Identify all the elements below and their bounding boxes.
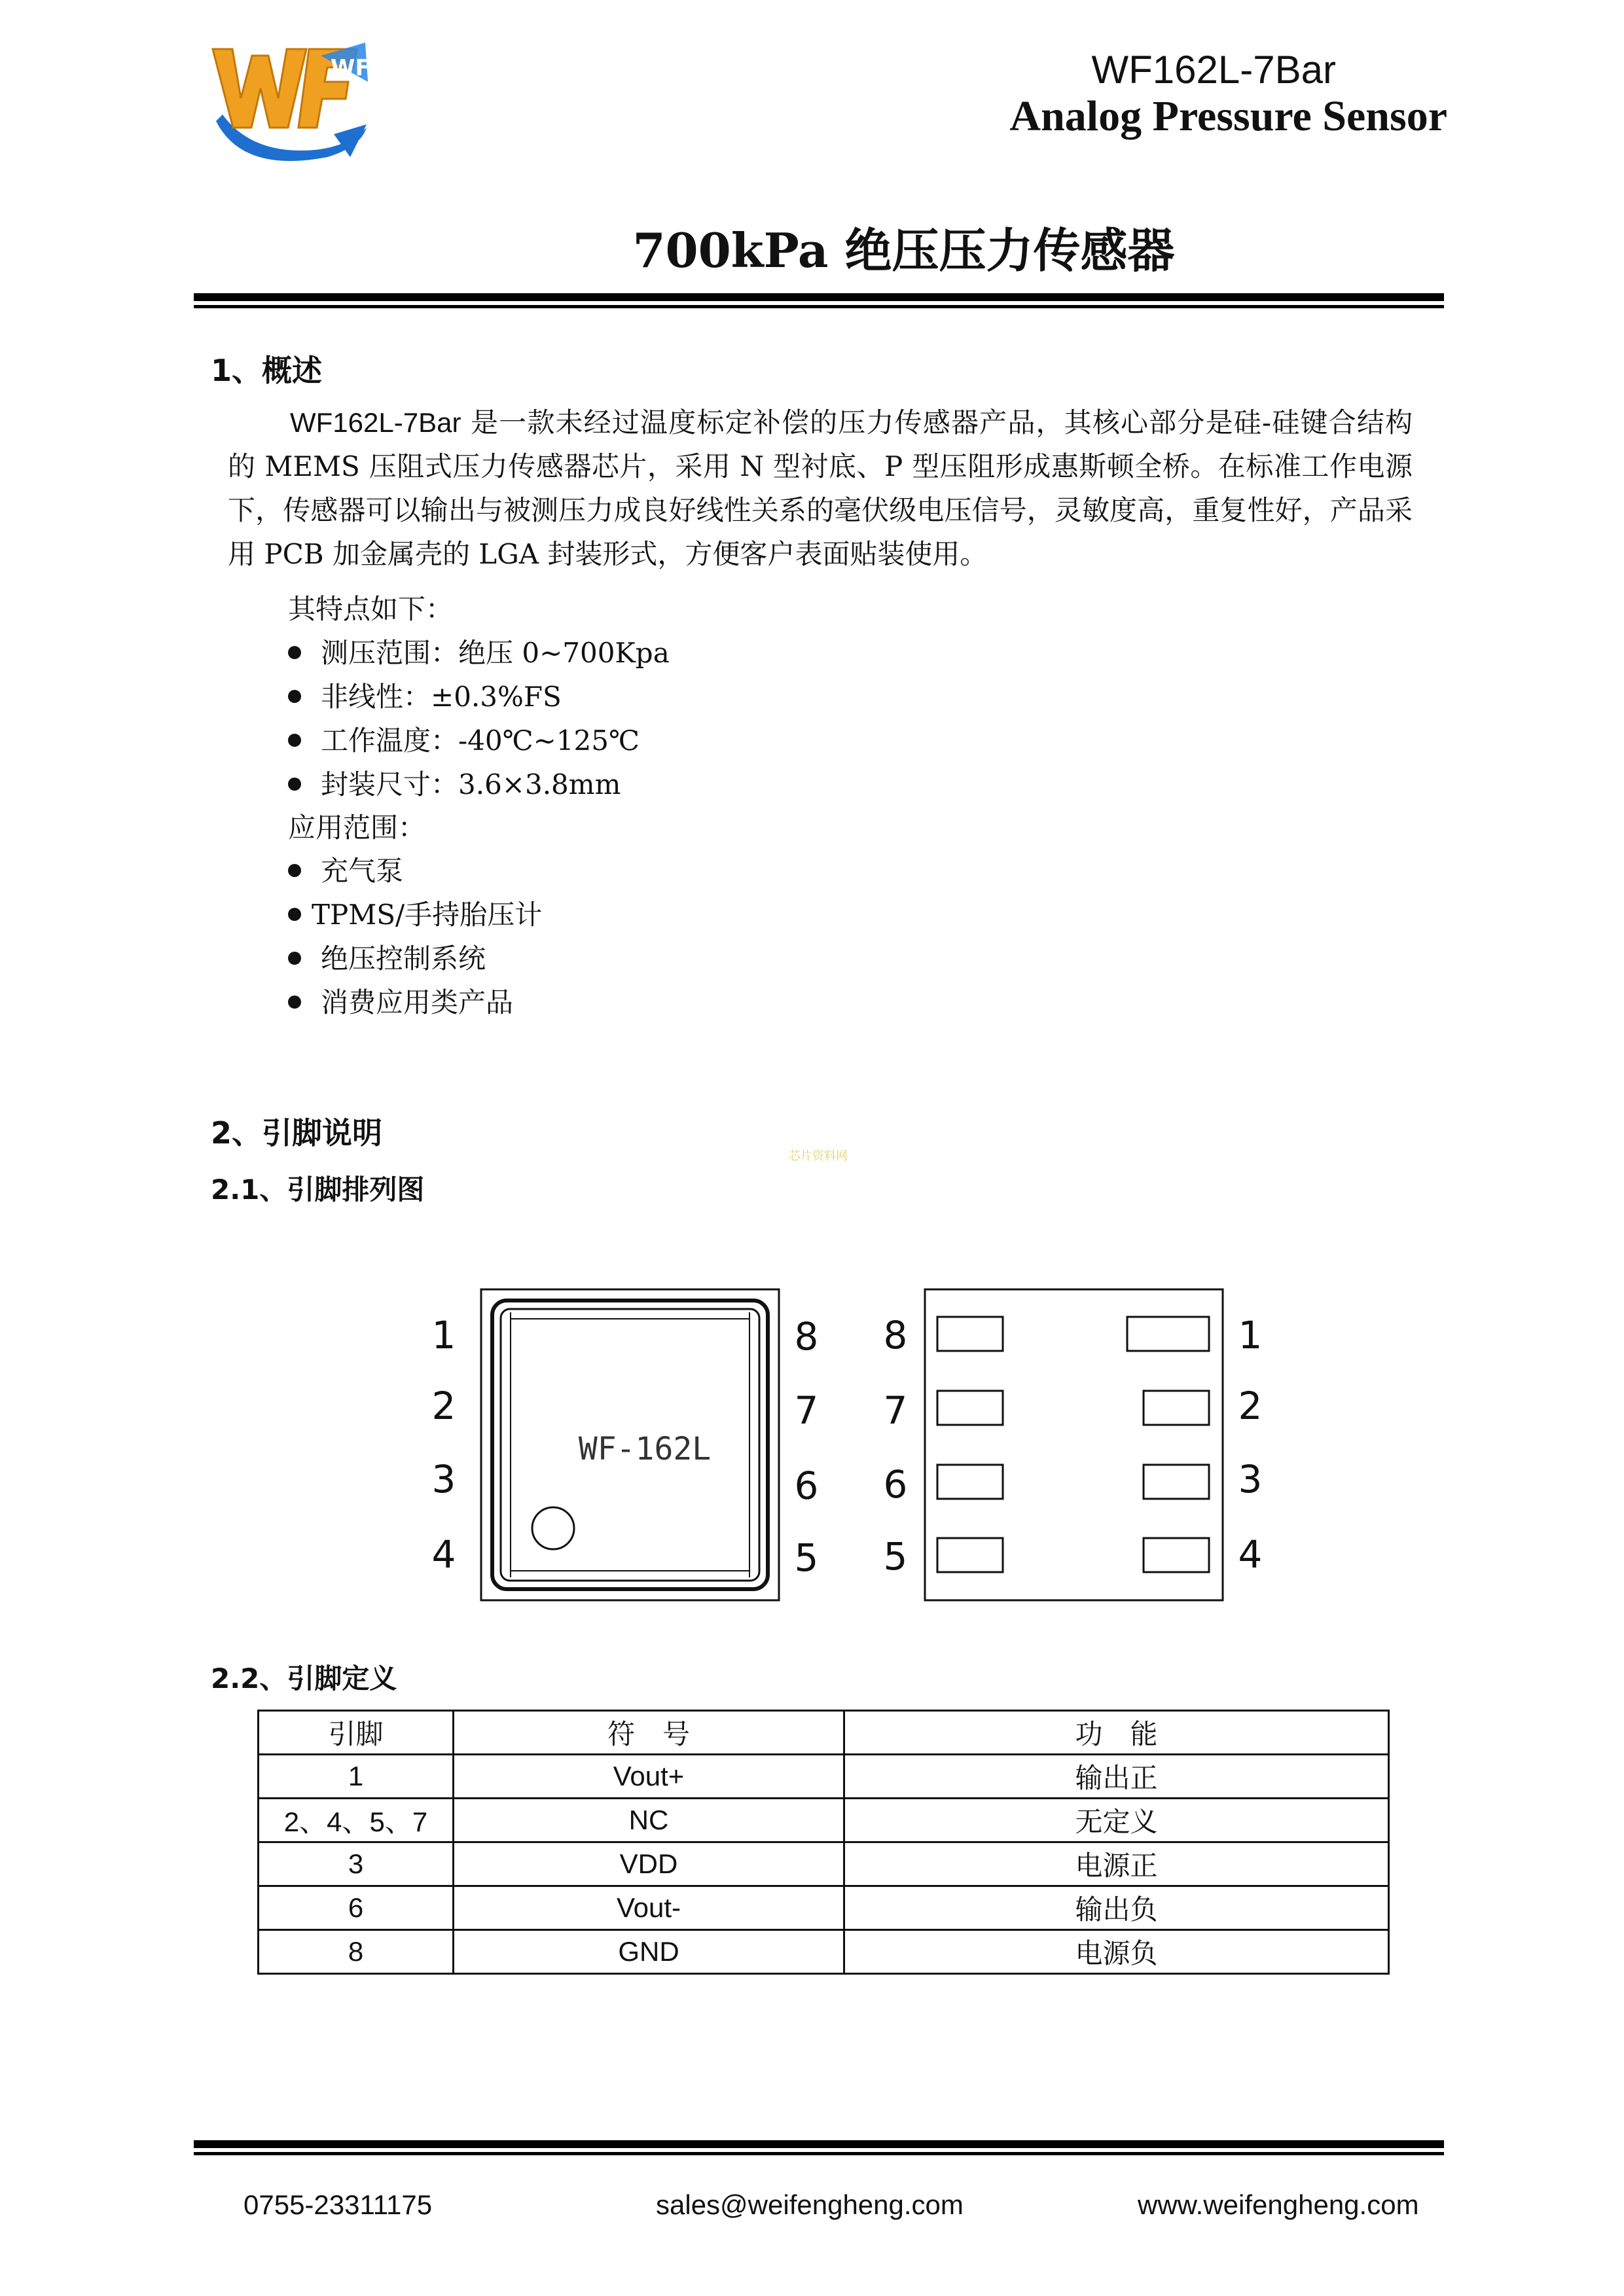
- table-cell: Vout-: [454, 1886, 844, 1930]
- watermark: 芯片资料网: [789, 1149, 848, 1163]
- pin-label: 1: [431, 1313, 456, 1357]
- company-logo: [203, 36, 373, 167]
- pin-label: 4: [431, 1532, 456, 1577]
- table-cell: 无定义: [844, 1799, 1389, 1842]
- table-cell: 输出负: [844, 1886, 1389, 1930]
- table-cell: 8: [259, 1930, 454, 1974]
- bullet-icon: [288, 952, 301, 965]
- table-row: [259, 1842, 1389, 1886]
- bullet-icon: [288, 734, 301, 747]
- bullet-icon: [288, 996, 301, 1009]
- feature-item: 封装尺寸：3.6×3.8mm: [288, 763, 621, 802]
- application-item: 消费应用类产品: [288, 981, 513, 1020]
- application-item: TPMS/手持胎压计: [288, 893, 542, 933]
- section-1-heading: 1、概述: [211, 353, 323, 388]
- pin-label: 6: [883, 1462, 908, 1507]
- footer-rule-thick: [194, 2140, 1444, 2148]
- applications-label: 应用范围：: [288, 812, 426, 844]
- table-cell: 电源正: [844, 1842, 1389, 1886]
- table-cell: 1: [259, 1755, 454, 1799]
- pin-label: 1: [1238, 1313, 1263, 1357]
- pin-diagram: [419, 1276, 1283, 1617]
- pin-label: 8: [794, 1314, 819, 1359]
- header-model: WF162L-7Bar: [1091, 48, 1336, 92]
- application-item: 绝压控制系统: [288, 937, 486, 977]
- table-cell: 2、4、5、7: [259, 1799, 454, 1842]
- footer-phone: 0755-23311175: [244, 2189, 433, 2220]
- pin-label: 6: [794, 1463, 819, 1508]
- bullet-icon: [288, 908, 301, 921]
- footer-website[interactable]: www.weifengheng.com: [1138, 2189, 1419, 2220]
- pin-label: 7: [794, 1388, 819, 1433]
- bullet-icon: [288, 864, 301, 877]
- table-cell: 3: [259, 1842, 454, 1886]
- pin-label: 5: [883, 1534, 908, 1579]
- footer-rule-thin: [194, 2152, 1444, 2155]
- table-header-row: [259, 1711, 1389, 1755]
- section-2-heading: 2、引脚说明: [211, 1115, 383, 1151]
- application-item: 充气泵: [288, 850, 403, 889]
- table-header: 符 号: [454, 1711, 844, 1755]
- chip-label: WF-162L: [578, 1431, 712, 1467]
- pin-definition-heading: 2.2、引脚定义: [211, 1662, 397, 1695]
- table-row: [259, 1755, 1389, 1799]
- pin1-marker-icon: [532, 1507, 574, 1549]
- table-cell: NC: [454, 1799, 844, 1842]
- overview-model: WF162L-7Bar: [290, 407, 461, 438]
- pin-label: 7: [883, 1388, 908, 1433]
- pin-label: 5: [794, 1535, 819, 1580]
- bullet-icon: [288, 690, 301, 703]
- pin-label: 2: [1238, 1384, 1263, 1428]
- header-subtitle: Analog Pressure Sensor: [1009, 92, 1447, 140]
- logo-text: WF: [331, 55, 370, 81]
- table-cell: GND: [454, 1930, 844, 1974]
- table-cell: 输出正: [844, 1755, 1389, 1799]
- table-header: 引脚: [259, 1711, 454, 1755]
- page-title: 700kPa 绝压压力传感器: [632, 223, 1175, 278]
- pin-definition-table: [257, 1710, 1390, 1975]
- pin-diagram-heading: 2.1、引脚排列图: [211, 1174, 425, 1206]
- table-cell: VDD: [454, 1842, 844, 1886]
- table-row: [259, 1799, 1389, 1842]
- title-rule-thin: [194, 305, 1444, 308]
- bullet-icon: [288, 778, 301, 791]
- table-row: [259, 1930, 1389, 1974]
- feature-item: 非线性：±0.3%FS: [288, 675, 562, 715]
- bullet-icon: [288, 646, 301, 659]
- chip-bottom-view: [925, 1289, 1223, 1600]
- title-rule-thick: [194, 293, 1444, 301]
- overview-paragraph: [228, 401, 1413, 576]
- pin-label: 3: [1238, 1457, 1263, 1501]
- table-cell: Vout+: [454, 1755, 844, 1799]
- table-cell: 6: [259, 1886, 454, 1930]
- table-header: 功 能: [844, 1711, 1389, 1755]
- table-cell: 电源负: [844, 1930, 1389, 1974]
- pin-label: 4: [1238, 1532, 1263, 1577]
- footer-email[interactable]: sales@weifengheng.com: [656, 2189, 964, 2220]
- table-row: [259, 1886, 1389, 1930]
- feature-item: 工作温度：-40℃~125℃: [288, 719, 640, 759]
- overview-text: 是一款未经过温度标定补偿的压力传感器产品，其核心部分是硅-硅键合结构的 MEMS 压阻式压力传感器芯片，采用 N 型衬底、P 型压阻形成惠斯顿全桥。在标准工作电源下，传感器可以输出与被测压力成良好线性关系的毫伏级电压信号，灵敏度高，重复性好，产品采用 PCB 加金属壳的 LGA 封装形式，方便客户表面贴装使用。: [228, 406, 1413, 570]
- pin-label: 8: [883, 1313, 908, 1357]
- feature-item: 测压范围：绝压 0~700Kpa: [288, 632, 670, 671]
- features-label: 其特点如下：: [288, 593, 454, 625]
- pin-label: 2: [431, 1384, 456, 1428]
- pin-label: 3: [431, 1457, 456, 1501]
